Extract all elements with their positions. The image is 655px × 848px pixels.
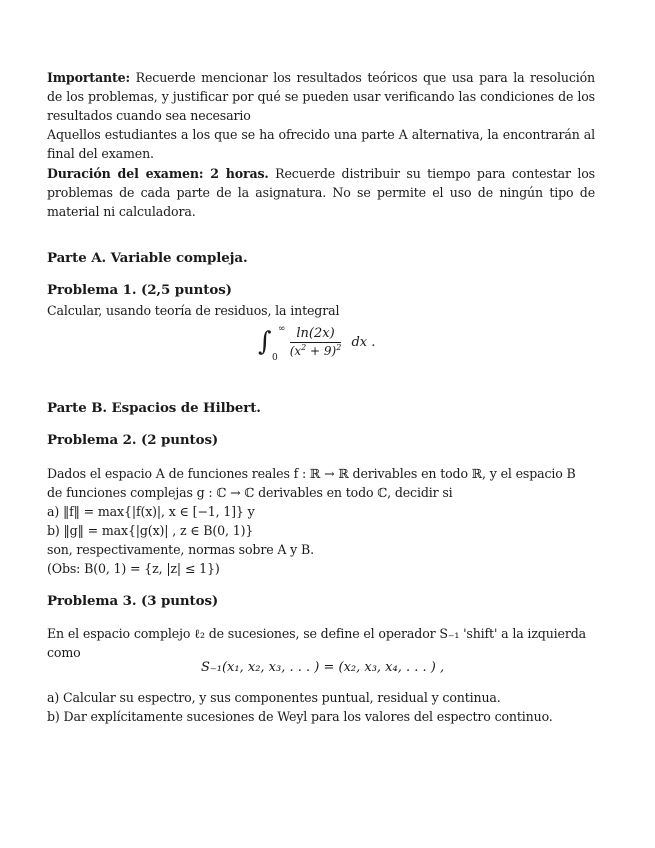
integral-differential: dx . <box>351 334 376 350</box>
problem-2-item-b: b) ‖g‖ = max{|g(x)| , z ∈ B(0, 1)} <box>47 523 254 538</box>
duration-text: Recuerde distribuir su tiempo para contestar los problemas de cada parte de la asignatura. No se permite el uso de ningún tipo de material ni calculadora. <box>47 166 595 219</box>
problem-2-line-2: de funciones complejas g : ℂ → ℂ derivables en todo ℂ, decidir si <box>47 485 453 500</box>
duration-paragraph <box>47 164 595 221</box>
problem-3-item-a: a) Calcular su espectro, y sus componentes puntual, residual y continua. <box>47 690 501 705</box>
problem-3-line-2: como <box>47 645 81 660</box>
problem-3-line-1: En el espacio complejo ℓ₂ de sucesiones, se define el operador S₋₁ 'shift' a la izquierda <box>47 626 586 641</box>
integral-upper-limit: ∞ <box>278 324 286 334</box>
integrand-numerator: ln(2x) <box>290 326 342 343</box>
problem-3-title: Problema 3. (3 puntos) <box>47 593 219 609</box>
problem-1-title: Problema 1. (2,5 puntos) <box>47 282 232 298</box>
part-a-title: Parte A. Variable compleja. <box>47 250 248 266</box>
integral-lower-limit: 0 <box>272 353 278 363</box>
problem-2-title: Problema 2. (2 puntos) <box>47 432 219 448</box>
problem-2-norms-line: son, respectivamente, normas sobre A y B. <box>47 542 314 557</box>
alternative-paragraph: Aquellos estudiantes a los que se ha ofrecido una parte A alternativa, la encontrarán al final del examen. <box>47 127 595 161</box>
important-paragraph <box>47 68 595 125</box>
problem-3-item-b: b) Dar explícitamente sucesiones de Weyl para los valores del espectro continuo. <box>47 709 553 724</box>
duration-label: Duración del examen: 2 horas. <box>47 166 269 181</box>
integral-sign: ∫ <box>258 327 272 357</box>
important-label: Importante: <box>47 70 131 85</box>
problem-2-item-a: a) ‖f‖ = max{|f(x)|, x ∈ [−1, 1]} y <box>47 504 255 519</box>
problem-1-statement: Calcular, usando teoría de residuos, la integral <box>47 303 340 318</box>
problem-2-line-1: Dados el espacio A de funciones reales f : ℝ → ℝ derivables en todo ℝ, y el espacio B <box>47 466 576 481</box>
part-b-title: Parte B. Espacios de Hilbert. <box>47 400 261 416</box>
important-text: Recuerde mencionar los resultados teóricos que usa para la resolución de los problemas, y justificar por qué se pueden usar verificando las condiciones de los resultados cuando sea necesario <box>47 70 595 123</box>
shift-operator-formula: S₋₁(x₁, x₂, x₃, . . . ) = (x₂, x₃, x₄, . . . ) , <box>201 660 445 675</box>
integrand-fraction <box>290 326 342 358</box>
problem-2-observation: (Obs: B(0, 1) = {z, |z| ≤ 1}) <box>47 561 220 576</box>
integrand-denominator: $(x^2 + 9)^2$ <box>289 343 342 358</box>
integral-formula <box>258 324 376 363</box>
